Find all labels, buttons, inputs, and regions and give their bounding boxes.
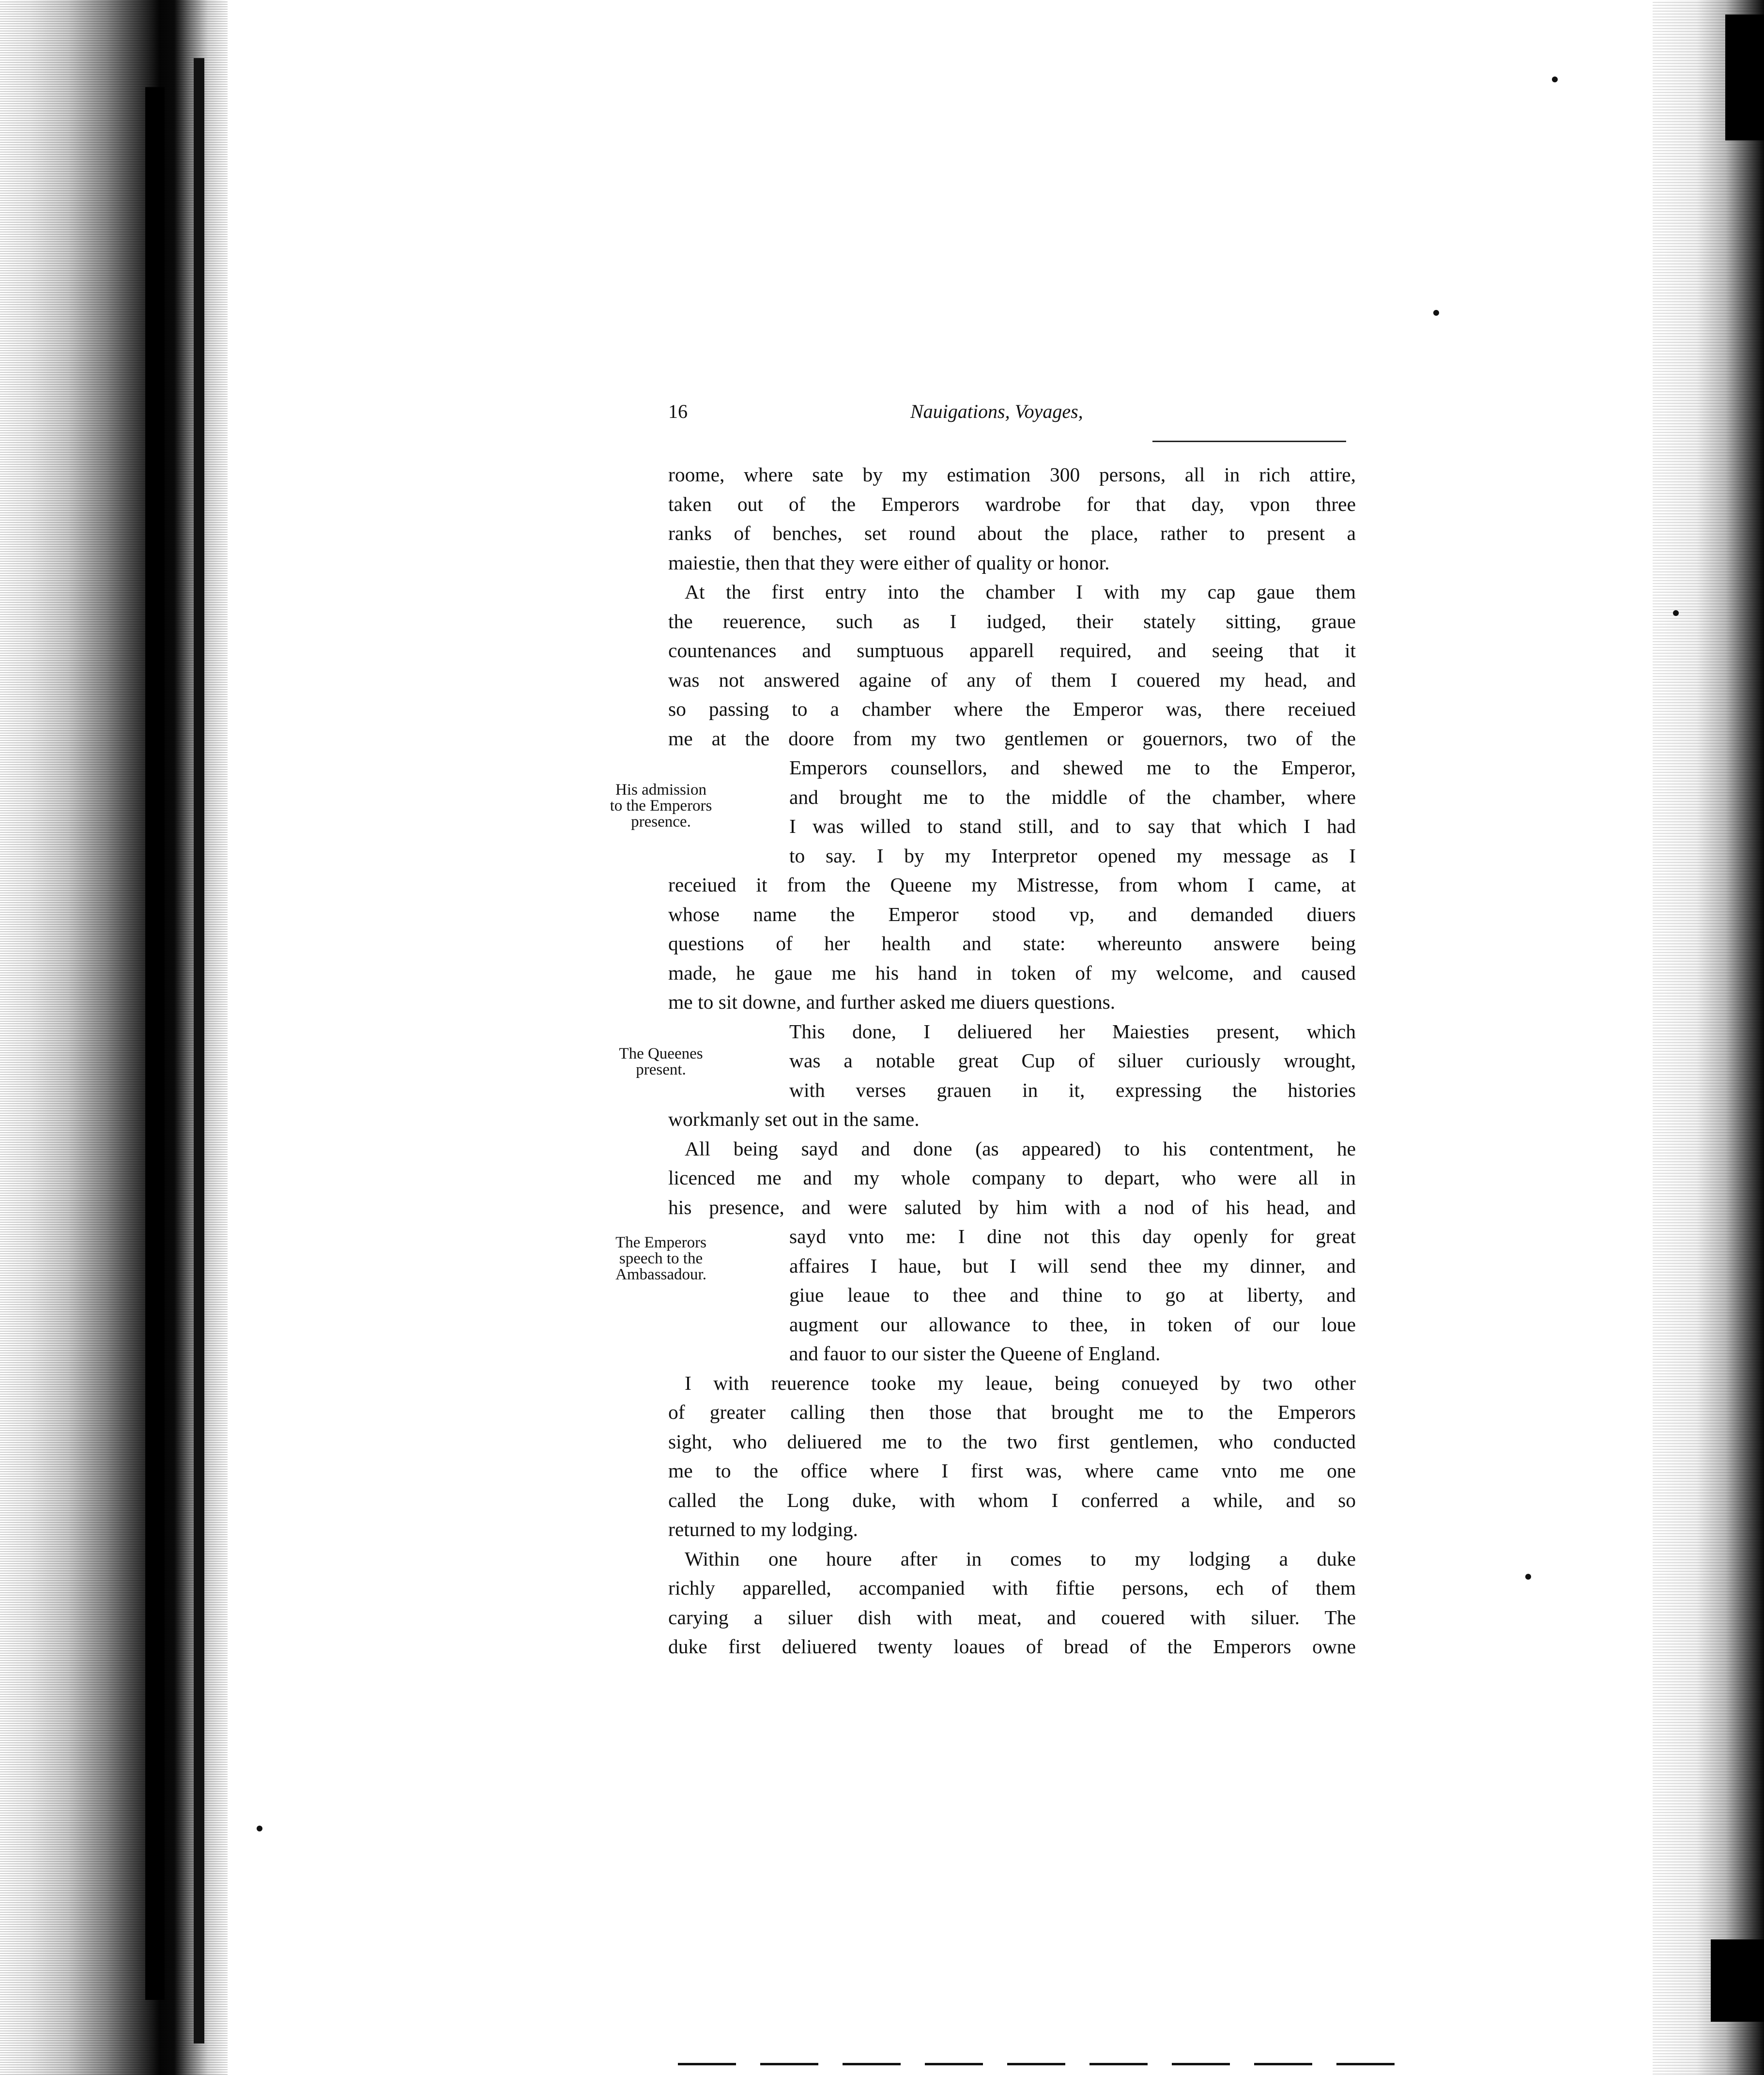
text-line: At the first entry into the chamber I with my cap gaue them: [685, 581, 1356, 603]
body-text: [610, 460, 1356, 1661]
text-line: was a notable great Cup of siluer curiously wrought,: [789, 1049, 1356, 1072]
text-line: taken out of the Emperors wardrobe for that day, vpon three: [668, 492, 1356, 515]
book-page: [610, 397, 1356, 1658]
text-line: sayd vnto me: I dine not this day openly for great: [789, 1225, 1356, 1247]
text-line: roome, where sate by my estimation 300 persons, all in rich attire,: [668, 463, 1356, 486]
scan-shadow-block: [1711, 1939, 1764, 2022]
marginal-note: The Emperors speech to the Ambassadour.: [615, 1234, 706, 1283]
running-title: Nauigations, Voyages,: [910, 400, 1083, 422]
scan-speck: [1433, 310, 1439, 316]
text-line: I with reuerence tooke my leaue, being conueyed by two other: [685, 1371, 1356, 1394]
text-line: richly apparelled, accompanied with fiftie persons, ech of them: [668, 1577, 1356, 1599]
text-line: Within one houre after in comes to my lodging a duke: [685, 1547, 1356, 1570]
text-line: receiued it from the Queene my Mistresse, from whom I came, at: [668, 874, 1356, 896]
scan-edge-right: [1653, 0, 1764, 2075]
scan-speck: [1525, 1574, 1531, 1580]
text-line: licenced me and my whole company to depart, who were all in: [668, 1167, 1356, 1189]
scan-speck: [1673, 610, 1679, 616]
text-line: his presence, and were saluted by him with a nod of his head, and: [668, 1196, 1356, 1218]
text-line: workmanly set out in the same.: [668, 1108, 920, 1130]
running-head: [668, 397, 1356, 431]
scan-shadow-block: [1725, 15, 1764, 140]
text-line: carying a siluer dish with meat, and couered with siluer. The: [668, 1606, 1356, 1629]
marginal-note: The Queenes present.: [619, 1045, 703, 1078]
text-line: called the Long duke, with whom I conferred a while, and so: [668, 1489, 1356, 1511]
scan-shadow-strip: [194, 58, 204, 2044]
text-line: giue leaue to thee and thine to go at liberty, and: [789, 1284, 1356, 1306]
text-line: Emperors counsellors, and shewed me to the Emperor,: [789, 756, 1356, 779]
text-line: made, he gaue me his hand in token of my welcome, and caused: [668, 961, 1356, 984]
text-line: ranks of benches, set round about the place, rather to present a: [668, 522, 1356, 544]
text-line: affaires I haue, but I will send thee my dinner, and: [789, 1254, 1356, 1277]
text-line: of greater calling then those that brought me to the Emperors: [668, 1401, 1356, 1423]
page-number: 16: [668, 400, 688, 422]
text-line: maiestie, then that they were either of quality or honor.: [668, 551, 1110, 574]
header-rule: [1152, 441, 1346, 442]
text-line: and brought me to the middle of the chamber, where: [789, 785, 1356, 808]
text-line: This done, I deliuered her Maiesties present, which: [789, 1020, 1356, 1043]
text-line: so passing to a chamber where the Emperor was, there receiued: [668, 698, 1356, 720]
text-line: sight, who deliuered me to the two first gentlemen, who conducted: [668, 1430, 1356, 1453]
text-line: me to the office where I first was, where came vnto me one: [668, 1460, 1356, 1482]
text-line: countenances and sumptuous apparell required, and seeing that it: [668, 639, 1356, 661]
text-line: augment our allowance to thee, in token of our loue: [789, 1313, 1356, 1336]
text-line: the reuerence, such as I iudged, their stately sitting, graue: [668, 610, 1356, 632]
text-line: and fauor to our sister the Queene of England.: [789, 1342, 1161, 1365]
scan-speck: [1552, 77, 1558, 82]
scan-shadow-strip: [145, 87, 165, 2000]
scan-bottom-edge: [678, 2063, 1404, 2065]
text-line: with verses grauen in it, expressing the histories: [789, 1078, 1356, 1101]
text-line: to say. I by my Interpretor opened my message as I: [789, 844, 1356, 867]
text-line: I was willed to stand still, and to say that which I had: [789, 815, 1356, 837]
scan-edge-left: [0, 0, 228, 2075]
text-line: All being sayd and done (as appeared) to his contentment, he: [685, 1137, 1356, 1160]
text-line: duke first deliuered twenty loaues of bread of the Emperors owne: [668, 1635, 1356, 1658]
text-line: me at the doore from my two gentlemen or gouernors, two of the: [668, 727, 1356, 750]
text-line: questions of her health and state: whereunto answere being: [668, 932, 1356, 954]
marginal-note: His admission to the Emperors presence.: [610, 781, 712, 830]
text-line: was not answered againe of any of them I couered my head, and: [668, 668, 1356, 691]
text-line: returned to my lodging.: [668, 1518, 858, 1540]
text-line: whose name the Emperor stood vp, and demanded diuers: [668, 903, 1356, 925]
text-line: me to sit downe, and further asked me diuers questions.: [668, 991, 1116, 1013]
scan-speck: [257, 1826, 262, 1831]
